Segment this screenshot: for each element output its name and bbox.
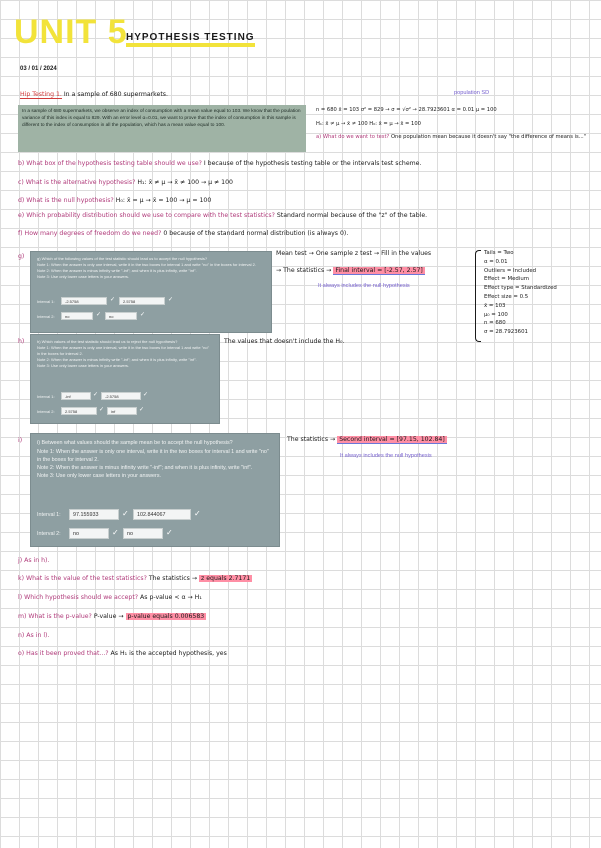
given-line-2: H₁: x̄ ≠ μ → x̄ ≠ 100 H₀: x̄ = μ → x̄ = 100: [316, 121, 421, 127]
i-second-interval: Second interval = [97.15, 102.84]: [339, 436, 445, 443]
g-final-interval: Final interval = [-2.57, 2.57]: [335, 267, 423, 274]
side-item: σ = 28.7923601: [484, 329, 528, 336]
pop-sd-note: population SD: [454, 90, 490, 96]
i-interval1-label: Interval 1:: [37, 512, 61, 518]
i-shot-line-2: Note 1: When the answer is only one interval, write it in the two boxes for interval 1 and write "no" in the boxes for interval 2.: [37, 449, 269, 463]
h-screenshot: [30, 334, 220, 424]
question-a-text: a) What do we want to test?: [316, 134, 390, 140]
h-label: h): [18, 338, 25, 345]
check-icon: ✓: [166, 528, 173, 537]
i-interval1-low[interactable]: 97.155933: [69, 509, 119, 520]
intro-heading: [20, 91, 168, 99]
question-a: [316, 133, 596, 141]
given-line-1: n = 680 x̄ = 103 σ² = 829 → σ = √σ² → 28.7923601 α = 0.01 μ = 100: [316, 107, 497, 113]
question-o-answer: As H₁ is the accepted hypothesis, yes: [110, 650, 227, 657]
i-interval2-high[interactable]: no: [123, 528, 163, 539]
g-note-2: [276, 267, 425, 275]
question-e: [18, 212, 427, 220]
i-interval2-label: Interval 2:: [37, 531, 61, 537]
unit-title: UNIT 5: [14, 13, 128, 51]
check-icon: ✓: [140, 312, 146, 318]
question-c-text: c) What is the alternative hypothesis?: [18, 179, 136, 186]
question-k-text: k) What is the value of the test statistics?: [18, 575, 147, 582]
check-icon: ✓: [110, 297, 116, 303]
h-shot-line-3: Note 2: When the answer is minus infinity write "-inf"; and when it is plus infinity, write "inf".: [37, 357, 197, 362]
side-item: μ₀ = 100: [484, 311, 508, 318]
question-c: [18, 179, 233, 187]
question-e-answer: Standard normal because of the "z" of the table.: [276, 212, 428, 219]
question-f: [18, 230, 348, 238]
g-screenshot: [30, 251, 272, 333]
g-interval2-high[interactable]: no: [105, 312, 137, 320]
date: 03 / 01 / 2024: [20, 66, 57, 72]
check-icon: ✓: [93, 392, 99, 398]
check-icon: ✓: [194, 509, 201, 518]
topic-title: HYPOTHESIS TESTING: [126, 33, 255, 47]
side-item: Effect size = 0.5: [484, 293, 529, 300]
side-item: Effect = Medium: [484, 276, 530, 283]
question-n: [18, 632, 49, 640]
side-list: [484, 249, 557, 337]
intro-label: Hip Testing 1.: [20, 91, 62, 98]
i-shot-line-1: i) Between what values should the sample mean be to accept the null hypothesis?: [37, 440, 233, 446]
check-icon: ✓: [143, 392, 149, 398]
question-c-answer: H₁: x̄ ≠ μ → x̄ ≠ 100 → μ ≠ 100: [137, 179, 233, 186]
question-k: [18, 575, 252, 583]
question-f-text: f) How many degrees of freedom do we need?: [18, 230, 162, 237]
side-item: Tails = Two: [484, 250, 514, 256]
side-item: Outliers = Included: [484, 267, 537, 274]
check-icon: ✓: [112, 528, 119, 537]
g-shot-line-3: Note 2: When the answer is minus infinity write "-inf"; and when it is plus infinity, write "inf".: [37, 268, 197, 273]
side-item: n = 680: [484, 320, 506, 327]
question-m-text: m) What is the p-value?: [18, 613, 92, 620]
question-d-answer: H₀: x̄ = μ → x̄ = 100 → μ = 100: [115, 197, 212, 204]
intro-title: In a sample of 680 supermarkets.: [63, 91, 168, 98]
question-m: [18, 613, 206, 621]
h-shot-line-4: Note 3: Use only lower case letters in your answers.: [37, 363, 130, 368]
i-note-2: It always includes the null hypothesis: [340, 453, 432, 459]
question-m-highlight: p-value equals 0.006583: [127, 613, 205, 620]
g-note-1: Mean test → One sample z test → Fill in the values: [276, 250, 432, 257]
g-shot-line-2: Note 1: When the answer is only one interval, write it in the two boxes for interval 1 and write "no" in the boxes for interval 2.: [37, 262, 256, 267]
g-interval2-label: Interval 2:: [37, 314, 55, 319]
h-interval1-high[interactable]: -2.5758: [101, 392, 141, 400]
i-note-1-text: The statistics →: [287, 436, 336, 443]
h-interval1-label: Interval 1:: [37, 394, 55, 399]
i-shot-line-4: Note 3: Use only lower case letters in your answers.: [37, 473, 162, 479]
h-note: The values that doesn't include the H₀.: [224, 338, 345, 345]
g-interval1-low[interactable]: -2.5758: [61, 297, 107, 305]
question-e-text: e) Which probability distribution should we use to compare with the test statistics?: [18, 212, 275, 219]
i-label: i): [18, 437, 23, 444]
h-shot-line-1: h) Which values of the test statistic should lead us to reject the null hypothesis?: [37, 339, 178, 344]
g-interval1-high[interactable]: 2.5758: [119, 297, 165, 305]
question-l-answer: As p-value < α → H₁: [140, 594, 202, 601]
question-j-text: j) As in h).: [18, 557, 50, 564]
question-d-text: d) What is the null hypothesis?: [18, 197, 114, 204]
check-icon: ✓: [96, 312, 102, 318]
check-icon: ✓: [122, 509, 129, 518]
question-o-text: o) Has it been proved that...?: [18, 650, 109, 657]
side-item: Effect type = Standardized: [484, 285, 557, 292]
g-shot-line-4: Note 3: Use only lower case letters in your answers.: [37, 274, 130, 279]
side-item: α = 0.01: [484, 258, 508, 265]
g-note-2-text: → The statistics →: [276, 267, 332, 274]
question-l-text: l) Which hypothesis should we accept?: [18, 594, 139, 601]
question-l: [18, 594, 202, 602]
question-k-answer: The statistics →: [148, 575, 198, 582]
h-shot-line-2: Note 1: When the answer is only one interval, write it in the two boxes for interval 1 and write "no" in the boxes for interval 2.: [37, 345, 210, 356]
i-interval1-high[interactable]: 102.844067: [133, 509, 191, 520]
question-f-answer: 0 because of the standard normal distribution (is always 0).: [163, 230, 349, 237]
question-o: [18, 650, 227, 658]
g-interval1-label: Interval 1:: [37, 299, 55, 304]
question-j: [18, 557, 49, 565]
i-shot-line-3: Note 2: When the answer is minus infinity write "-inf"; and when it is plus infinity, write "inf".: [37, 465, 253, 471]
side-brace: [475, 250, 481, 342]
question-a-answer: One population mean because it doesn't say "the difference of means is...": [390, 134, 587, 140]
g-note-3: It always includes the null hypothesis: [318, 283, 410, 289]
question-b-text: b) What box of the hypothesis testing table should we use?: [18, 160, 202, 167]
question-d: [18, 197, 211, 205]
check-icon: ✓: [168, 297, 174, 303]
question-m-answer: P-value →: [93, 613, 124, 620]
h-interval2-low[interactable]: 2.5758: [61, 407, 97, 415]
g-label: g): [18, 253, 25, 260]
problem-text: In a sample of 680 supermarkets, we observe an index of consumption with a mean value equal to 103. We know that the poulation variance of this index is equal to 829. With an error level α=0.01, we want to prove that the index of consumption in this sample is different to the index of consumption in all the population, which has a mean value equal to 100.: [22, 109, 301, 129]
i-note-1: [287, 436, 447, 444]
check-icon: ✓: [139, 407, 145, 413]
h-interval2-label: Interval 2:: [37, 409, 55, 414]
check-icon: ✓: [99, 407, 105, 413]
i-interval2-low[interactable]: no: [69, 528, 109, 539]
question-b: [18, 160, 421, 168]
question-k-highlight: z equals 2.7171: [201, 575, 251, 582]
g-shot-line-1: g) Which of the following values of the test statistic should lead us to accept the null hypothesis?: [37, 256, 208, 261]
side-item: x̄ = 103: [484, 302, 506, 309]
question-b-answer: I because of the hypothesis testing table or the intervals test scheme.: [203, 160, 422, 167]
question-n-text: n) As in l).: [18, 632, 50, 639]
problem-box: [18, 105, 306, 152]
h-interval1-low[interactable]: -inf: [61, 392, 91, 400]
i-screenshot: [30, 433, 280, 547]
g-interval2-low[interactable]: no: [61, 312, 93, 320]
h-interval2-high[interactable]: inf: [107, 407, 137, 415]
